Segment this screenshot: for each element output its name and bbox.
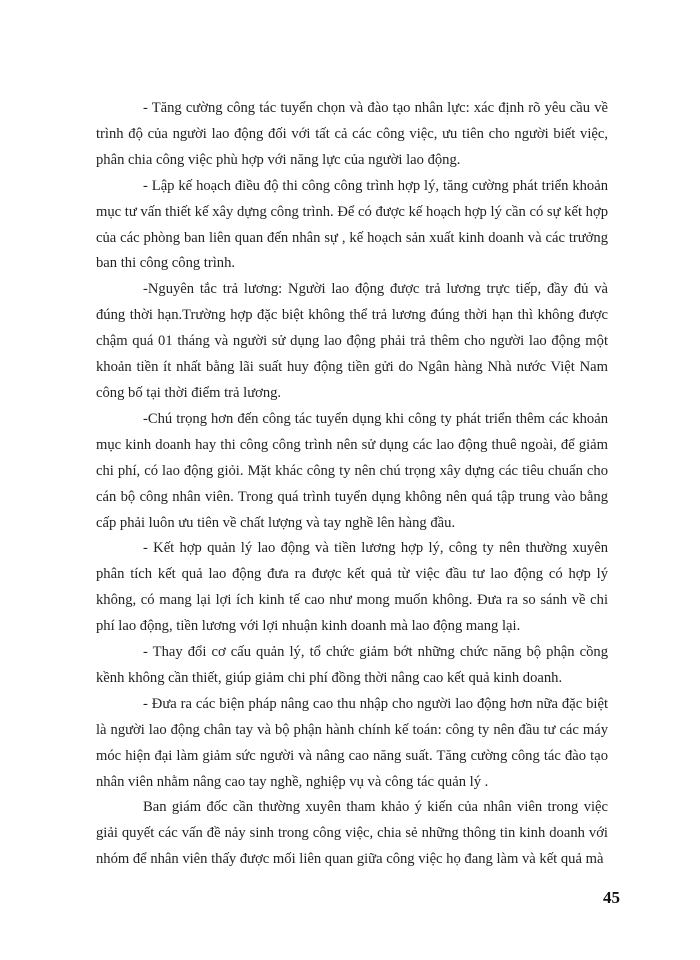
paragraph-recruitment-training: - Tăng cường công tác tuyển chọn và đào tạo nhân lực: xác định rõ yêu cầu về trình độ của người lao động đối với tất cả các công việc, ưu tiên cho người biết việc, phân chia công việc phù hợp với năng lực của người lao động. [96,100,608,168]
paragraph-income-measures: - Đưa ra các biện pháp nâng cao thu nhập cho người lao động hơn nữa đặc biệt là người lao động chân tay và bộ phận hành chính kế toán: công ty nên đầu tư các máy móc hiện đại làm giảm sức người và nâng cao năng suất. Tăng cường công tác đào tạo nhân viên nhằm nâng cao tay nghề, nghiệp vụ và công tác quản lý . [96,695,608,790]
paragraph-construction-scheduling: - Lập kế hoạch điều độ thi công công trình hợp lý, tăng cường phát triển khoản mục tư vấn thiết kế xây dựng công trình. Để có được kế hoạch hợp lý cần có sự kết hợp của các phòng ban liên quan đến nhân sự , kế hoạch sản xuất kinh doanh và các trưởng ban thi công công trình. [96,177,608,272]
paragraph-hiring-focus: -Chú trọng hơn đến công tác tuyển dụng khi công ty phát triển thêm các khoản mục kinh doanh hay thi công công trình nên sử dụng các lao động thuê ngoài, để giảm chi phí, có lao động giỏi. Mặt khác công ty nên chú trọng xây dựng các tiêu chuẩn cho cán bộ công nhân viên. Trong quá trình tuyển dụng không nên quá tập trung vào bằng cấp phải luôn ưu tiên về chất lượng và tay nghề lên hàng đầu. [96,410,608,531]
body-text [96,96,608,873]
page-number: 45 [603,888,620,907]
paragraph-labor-wage-management: - Kết hợp quản lý lao động và tiền lương hợp lý, công ty nên thường xuyên phân tích kết quả lao động đưa ra được kết quả từ việc đầu tư lao động có hợp lý không, có mang lại lợi ích kinh tế cao như mong muốn không. Đưa ra so sánh về chi phí lao động, tiền lương với lợi nhuận kinh doanh mà lao động mang lại. [96,540,608,635]
paragraph-board-consultation: Ban giám đốc cần thường xuyên tham khảo ý kiến của nhân viên trong việc giải quyết các vấn đề nảy sinh trong công việc, chia sẻ những thông tin kinh doanh với nhóm để nhân viên thấy được mối liên quan giữa công việc họ đang làm và kết quả mà [96,799,608,868]
paragraph-salary-principle: -Nguyên tắc trả lương: Người lao động được trả lương trực tiếp, đầy đủ và đúng thời hạn.Trường hợp đặc biệt không thể trả lương đúng thời hạn thì không được chậm quá 01 tháng và người sử dụng lao động phải trả thêm cho người lao động một khoản tiền ít nhất bằng lãi suất huy động tiền gửi do Ngân hàng Nhà nước Việt Nam công bố tại thời điểm trả lương. [96,281,608,401]
paragraph-structure-change: - Thay đổi cơ cấu quản lý, tổ chức giảm bớt những chức năng bộ phận cồng kềnh không cần thiết, giúp giảm chi phí đồng thời nâng cao kết quả kinh doanh. [96,644,608,686]
